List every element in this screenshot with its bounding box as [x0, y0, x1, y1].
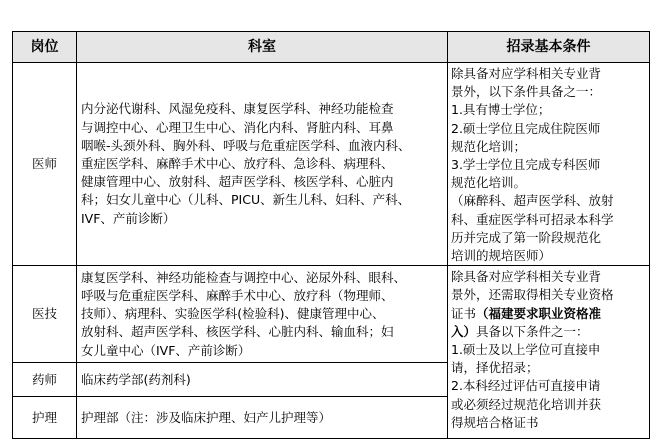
position-cell: 药师 [13, 363, 77, 397]
table-row-physician [13, 63, 650, 266]
position-cell: 护理 [13, 397, 77, 439]
requirement-cell [448, 63, 650, 266]
req-bold-text: 入） [451, 323, 477, 339]
req-line [451, 305, 646, 323]
req-line: （麻醉科、超声医学科、放射 [451, 193, 614, 209]
req-line: 除具备对应学科相关专业背 [451, 66, 602, 81]
req-line: 3.学士学位且完成专科医师 [451, 157, 601, 173]
dept-line: 技师）、病理科、实验医学科(检验科)、健康管理中心、 [81, 306, 385, 322]
req-line: 除具备对应学科相关专业背 [451, 269, 602, 285]
shared-requirement-cell [448, 266, 650, 439]
req-line: 1.硕士及以上学位可直接申 [451, 342, 601, 358]
table-header-row [13, 32, 650, 63]
req-line: 1.具有博士学位； [451, 102, 551, 118]
dept-line: 放射科、超声医学科、核医学科、心脏内科、输血科；妇 [81, 324, 394, 340]
req-line: 历并完成了第一阶段规范化 [451, 229, 602, 245]
department-cell [77, 397, 448, 439]
req-line: 请，择优招录； [451, 360, 539, 376]
req-line [451, 323, 646, 341]
dept-line: 重症医学科、麻醉手术中心、放疗科、急诊科、病理科、 [81, 156, 394, 172]
req-line: 景外，以下条件具备之一： [451, 84, 602, 100]
dept-line: 科；妇女儿童中心（儿科、PICU、新生儿科、妇科、产科、 [81, 192, 411, 208]
dept-line: 与调控中心、心理卫生中心、消化内科、肾脏内科、耳鼻 [81, 119, 394, 135]
dept-line: 健康管理中心、放射科、超声医学科、核医学科、心脏内 [81, 174, 394, 190]
dept-line: 女儿童中心（IVF、产前诊断） [81, 342, 251, 358]
dept-line: 临床药学部(药剂科) [81, 371, 191, 387]
dept-line: 康复医学科、神经功能检查与调控中心、泌尿外科、眼科、 [81, 269, 407, 285]
req-text: 具备以下条件之一： [476, 323, 589, 339]
req-text: 证书 [451, 305, 477, 321]
recruitment-table [12, 31, 650, 439]
department-cell [77, 266, 448, 363]
dept-line: 护理部（注：涉及临床护理、妇产儿护理等） [81, 409, 332, 425]
position-cell: 医师 [13, 63, 77, 266]
dept-line: 咽喉-头颈外科、胸外科、呼吸与危重症医学科、血液内科、 [81, 137, 411, 153]
header-position: 岗位 [13, 32, 77, 63]
req-line: 2.本科经过评估可直接申请 [451, 378, 601, 394]
department-cell [77, 363, 448, 397]
header-department: 科室 [77, 32, 448, 63]
position-cell: 医技 [13, 266, 77, 363]
req-line: 培训的规培医师） [451, 248, 552, 264]
header-requirements: 招录基本条件 [448, 32, 650, 63]
dept-line: IVF、产前诊断） [81, 210, 176, 226]
req-line: 规范化培训； [451, 138, 527, 154]
req-line: 或必须经过规范化培训并获 [451, 396, 602, 412]
req-line: 得规培合格证书 [451, 414, 539, 430]
dept-line: 内分泌代谢科、风湿免疫科、康复医学科、神经功能检查 [81, 101, 394, 117]
department-cell [77, 63, 448, 266]
req-line: 2.硕士学位且完成住院医师 [451, 120, 601, 136]
dept-line: 呼吸与危重症医学科、麻醉手术中心、放疗科（物理师、 [81, 287, 394, 303]
req-line: 科、重症医学科可招录本科学 [451, 211, 614, 227]
req-bold-text: （福建要求职业资格准 [476, 305, 602, 321]
req-line: 景外，还需取得相关专业资格 [451, 287, 614, 303]
table-row-technician [13, 266, 650, 363]
req-line: 规范化培训。 [451, 175, 527, 191]
